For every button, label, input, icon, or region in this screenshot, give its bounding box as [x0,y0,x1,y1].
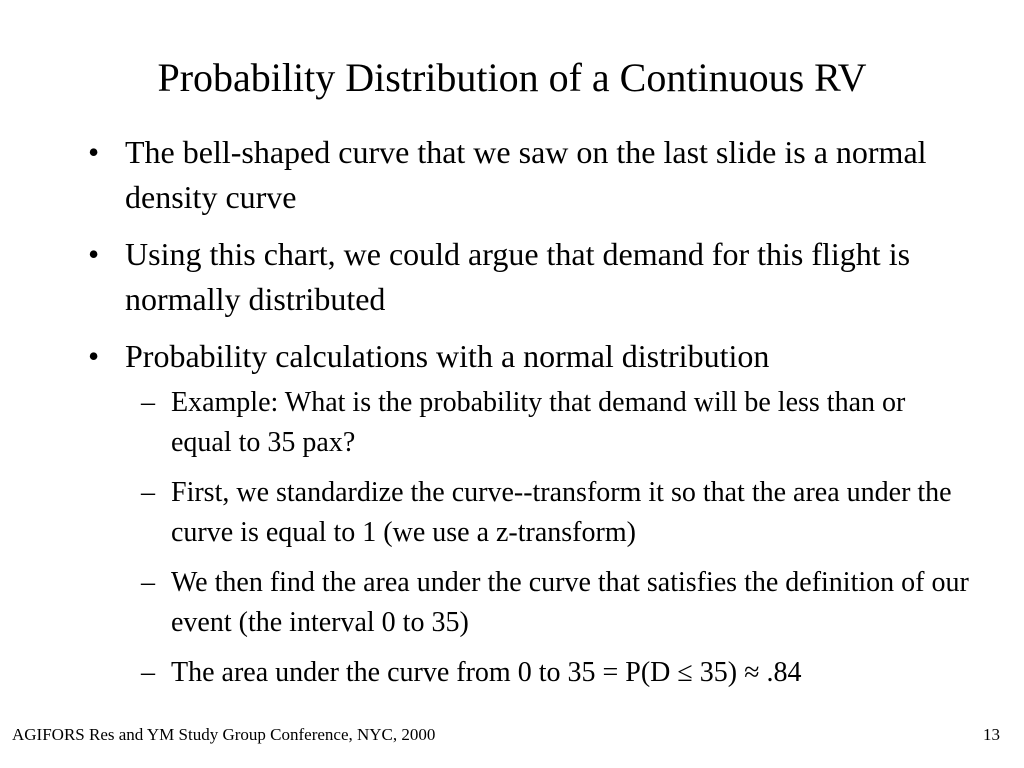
sub-bullet-item [141,563,971,643]
bullet-marker: • [88,338,100,374]
sub-bullet-item [141,653,971,693]
page-number: 13 [983,725,1000,744]
bullet-marker: • [88,236,100,272]
sub-bullet-list [125,383,969,693]
bullet-text: Using this chart, we could argue that demand for this flight is normally distributed [125,236,911,317]
bullet-list [0,130,1024,705]
sub-bullet-text: First, we standardize the curve--transform it so that the area under the curve is equal to 1 (we use a z-transform) [171,477,952,548]
bullet-item [88,334,969,693]
sub-bullet-text: Example: What is the probability that demand will be less than or equal to 35 pax? [171,387,906,458]
bullet-text: Probability calculations with a normal distribution [125,338,770,374]
bullet-text: The bell-shaped curve that we saw on the last slide is a normal density curve [125,134,927,215]
sub-bullet-marker: – [141,567,155,598]
sub-bullet-item [141,383,971,463]
sub-bullet-item [141,473,971,553]
sub-bullet-marker: – [141,477,155,508]
sub-bullet-marker: – [141,657,155,688]
bullet-marker: • [88,134,100,170]
sub-bullet-marker: – [141,387,155,418]
slide-title: Probability Distribution of a Continuous RV [157,55,867,100]
sub-bullet-text: We then find the area under the curve that satisfies the definition of our event (the interval 0 to 35) [171,567,969,638]
footer-conference-text: AGIFORS Res and YM Study Group Conference, NYC, 2000 [12,725,436,744]
bullet-item [88,130,965,220]
sub-bullet-text: The area under the curve from 0 to 35 = P(D ≤ 35) ≈ .84 [171,657,802,688]
bullet-item [88,232,965,322]
